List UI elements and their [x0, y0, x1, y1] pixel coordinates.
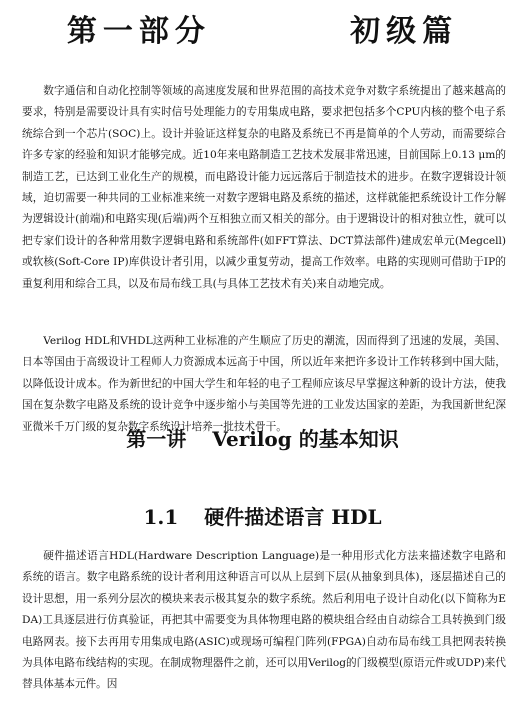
- section-heading: [0, 502, 525, 532]
- section-paragraph: 硬件描述语言HDL(Hardware Description Language)是一种用形式化方法来描述数字电路和系统的语言。数字电路系统的设计者利用这种语言可以从上层到下层(从抽象到具体)，逐层描述自己的设计思想，用一系列分层次的模块来表示极其复杂的数字系统。然后利用电子设计自动化(以下简称为EDA)工具逐层进行仿真验证，再把其中需要变为具体物理电路的模块组合经由自动综合工具转换到门级电路网表。接下去再用专用集成电路(ASIC)或现场可编程门阵列(FPGA)自动布局布线工具把网表转换为具体电路布线结构的实现。在制成物理器件之前，还可以用Verilog的门级模型(原语元件或UDP)来代替具体基本元件。因: [22, 550, 506, 691]
- lecture-heading: [0, 424, 525, 454]
- intro-paragraph-2: Verilog HDL和VHDL这两种工业标准的产生顺应了历史的潮流，因而得到了迅速的发展，美国、日本等国由于高级设计工程师人力资源成本远高于中国，所以近年来把许多设计工作转移到中国大陆，以降低设计成本。作为新世纪的中国大学生和年轻的电子工程师应该尽早掌握这种新的设计方法，使我国在复杂数字电路及系统的设计竞争中逐步缩小与美国等先进的工业发达国家的差距，为我国新世纪深亚微米千万门级的复杂数字系统设计培养一批技术骨干。: [22, 335, 506, 433]
- lecture-number: 第一讲: [126, 427, 187, 451]
- intro-paragraph-1: 数字通信和自动化控制等领域的高速度发展和世界范围的高技术竞争对数字系统提出了越来越高的要求，特别是需要设计具有实时信号处理能力的专用集成电路，要求把包括多个CPU内核的整个电子系统综合到一个芯片(SOC)上。设计并验证这样复杂的电路及系统已不再是简单的个人劳动，而需要综合许多专家的经验和知识才能够完成。近10年来电路制造工艺技术发展非常迅速，目前国际上0.13 μm的制造工艺，已达到工业化生产的规模，而电路设计能力远远落后于制造技术的进步。在数字逻辑设计领域，迫切需要一种共同的工业标准来统一对数字逻辑电路及系统的描述，这样就能把系统设计工作分解为逻辑设计(前端)和电路实现(后端)两个互相独立而又相关的部分。由于逻辑设计的相对独立性，就可以把专家们设计的各种常用数字逻辑电路和系统部件(如FFT算法、DCT算法部件)建成宏单元(Megcell)或软核(Soft-Core IP)库供设计者引用，以减少重复劳动，提高工作效率。电路的实现则可借助于IP的重复利用和综合工具，以及布局布线工具(与具体工艺技术有关)来自动地完成。: [22, 85, 506, 290]
- lecture-title: Verilog 的基本知识: [212, 427, 399, 451]
- part-title: 第一部分 初级篇: [66, 14, 459, 49]
- section-number: 1.1: [143, 505, 179, 529]
- section-title: 硬件描述语言 HDL: [204, 505, 382, 529]
